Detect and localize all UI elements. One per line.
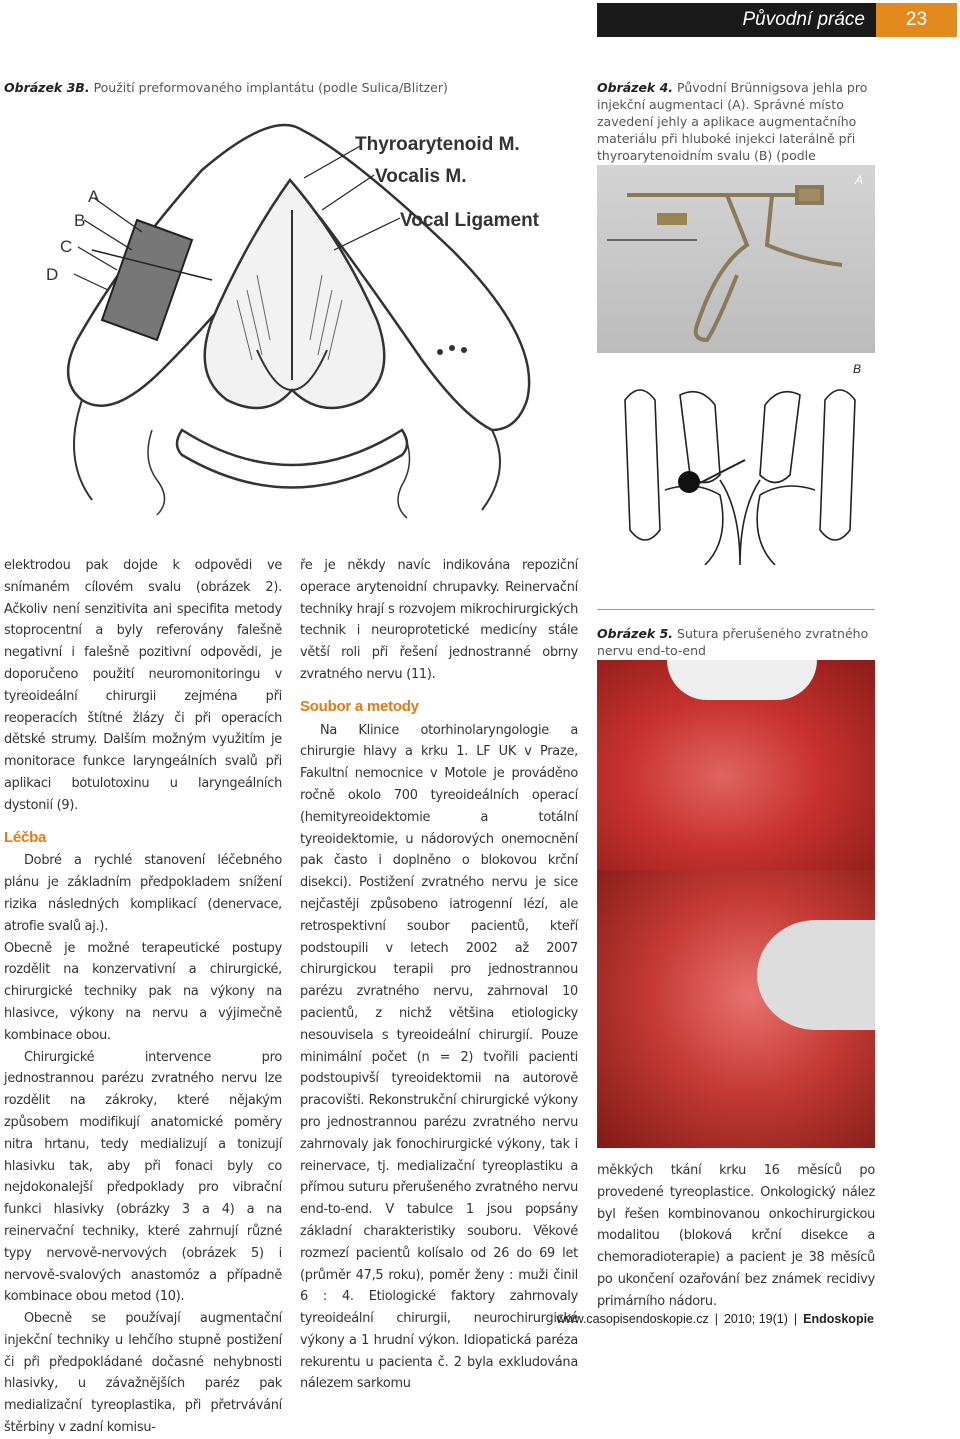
figure-5-divider	[597, 609, 875, 610]
figure-5-photo	[597, 660, 875, 1148]
footer-journal: Endoskopie	[803, 1312, 874, 1326]
figure-5-text: Sutura přerušeného zvratného nervu end-to-end	[597, 626, 869, 658]
needle-instrument-icon	[597, 165, 875, 353]
column-2	[300, 555, 578, 1395]
page-number: 23	[876, 3, 957, 37]
header-title: Původní práce	[742, 9, 865, 30]
annotation-vocal-ligament: Vocal Ligament	[400, 210, 540, 231]
col1-paragraph-2: Dobré a rychlé stanovení léčebného plánu je základním předpokladem snížení rizika následných komplikací (denervace, atrofie svalů aj.).	[4, 853, 282, 934]
retractor-white-lower	[757, 920, 875, 1030]
footer-issue: 2010; 19(1)	[723, 1312, 788, 1326]
figure-3b-label: Obrázek 3B.	[4, 80, 90, 95]
figure-4b-illustration	[605, 380, 875, 565]
section-heading-lecba: Léčba	[4, 828, 47, 846]
section-heading-soubor: Soubor a metody	[300, 697, 419, 715]
panel-a-label: A	[854, 173, 863, 187]
letter-a: A	[88, 187, 100, 206]
letter-d: D	[46, 265, 59, 284]
annotation-thyroarytenoid: Thyroarytenoid M.	[355, 134, 520, 155]
col2-paragraph-1: ře je někdy navíc indikována repoziční operace arytenoidní chrupavky. Reinervační techniky hrají s rozvojem mikrochirurgických technik i neuroprotetické medicíny stále větší roli při řešení jednostranné obrny zvratného nervu (11).	[300, 558, 578, 682]
retractor-white	[667, 660, 817, 700]
col1-paragraph-3: Obecně je možné terapeutické postupy rozdělit na konzervativní a chirurgické, chirurgické techniky pak na výkony na hlasivce, výkony na nervu a výjimečně kombinace obou.	[4, 940, 282, 1043]
implant-block	[92, 220, 212, 340]
annotation-vocalis: Vocalis M.	[375, 166, 467, 187]
col1-paragraph-5: Obecně se používají augmentační injekční techniky u lehčího stupně postižení či při předpokládané dočasné nehybnosti hlasivky, u závažnějších paréz pak medializační tyreoplastika, při přetrvávání štěrbiny v zadní komisu-	[4, 1311, 282, 1436]
figure-5-caption	[597, 625, 882, 659]
letter-c: C	[60, 237, 73, 256]
injection-point	[678, 471, 700, 493]
needle-coil	[657, 213, 687, 225]
col2-paragraph-2: Na Klinice otorhinolaryngologie a chirurgie hlavy a krku 1. LF UK v Praze, Fakultní nemocnice v Motole je prováděno ročně okolo 700 tyreoideálních operací (hemityreoidektomie a totální tyreoidektomie, u nádorových onemocnění pak často i doplněno o blokovou krční disekci). Postižení zvratného nervu je sice nejčastěji způsobeno iatrogenní lézí, ale retrospektivní soubor pacientů, kteří podstoupili v letech 2002 až 2007 chirurgickou terapii pro jednostrannou parézu zvratného nervu, zahrnoval 10 pacientů, z nichž většina etiologicky nesouvisela s tyreoideální chirurgií. Pouze minimální počet (n = 2) tvořili pacienti podstoupivší tyreoidektomii na autorově pracovišti. Rekonstrukční chirurgické výkony pro jednostrannou parézu zvratného nervu zahrnovaly jak fonochirurgické výkony, tak i reinervace, tj. medializační tyreoplastiku a přímou suturu přerušeného zvratného nervu end-to-end. V tabulce 1 jsou popsány základní charakteristiky souboru. Věkové rozmezí pacientů kolísalo od 26 do 69 let (průměr 47,5 roku), poměr ženy : muži činil 6 : 4. Etiologické faktory zahrnovaly tyreoideální chirurgii, neurochirurgické výkony a 1 hrudní výkon. Idiopatická paréza rekurentu u pacienta č. 2 byla exkludována nálezem sarkomu	[300, 722, 578, 1392]
col3-paragraph-1: měkkých tkání krku 16 měsíců po provedené tyreoplastice. Onkologický nález byl řešen kombinovanou onkochirurgickou modalitou (bloková krční disekce a chemoradioterapie) a pacient je 38 měsíců po ukončení ozařování bez známek recidivy primárního nádoru.	[597, 1163, 875, 1309]
footer-site[interactable]: www.casopisendoskopie.cz	[556, 1312, 709, 1326]
col1-paragraph-1: elektrodou pak dojde k odpovědi ve snímaném cílovém svalu (obrázek 2). Ačkoliv není senzitivita ani specifita metody stoprocentní a byly referovány falešně negativní i falešně pozitivní odpovědi, je doporučeno použití neuromonitoringu v tyreoideální chirurgii zejména při reoperacích štítné žlázy či při operacích dětské strumy. Dalším možným využitím je monitorace funkce laryngeálních svalů při aplikaci botulotoxinu u laryngeálních dystonií (9).	[4, 558, 282, 813]
footer: www.casopisendoskopie.cz | 2010; 19(1) | Endoskopie	[556, 1312, 874, 1326]
figure-3b-illustration	[22, 100, 582, 520]
figure-5-label: Obrázek 5.	[597, 626, 674, 641]
column-3	[597, 1160, 875, 1313]
letter-b: B	[74, 211, 86, 230]
col1-paragraph-4: Chirurgické intervence pro jednostrannou parézu zvratného nervu lze rozdělit na zákroky, které nějakým způsobem modifikují anatomické poměry nitra hrtanu, tedy medializují a tonizují hlasivku tak, aby při fonaci byly co nejdokonalejší předpoklady pro vibrační funkci hlasivky (obrázky 3 a 4) a na reinervační techniky, které zahrnují různé typy nervově-nervových (obrázek 5) i nervově-svalových anastomóz a případně kombinace obou metod (10).	[4, 1049, 282, 1305]
panel-b-label: B	[853, 362, 862, 376]
figure-4-label: Obrázek 4.	[597, 80, 674, 95]
column-1	[4, 555, 282, 1439]
figure-4-text: Původní Brünnigsova jehla pro injekční augmentaci (A). Správné místo zavedení jehly a aplikace augmentačního materiálu při hluboké injekci laterálně při thyroarytenoidním svalu (B) (podle	[597, 80, 868, 163]
needle-line	[700, 460, 745, 483]
figure-3b-caption	[4, 79, 584, 96]
figure-3b-text: Použití preformovaného implantátu (podle Sulica/Blitzer)	[93, 80, 448, 95]
figure-4a-photo	[597, 165, 875, 353]
